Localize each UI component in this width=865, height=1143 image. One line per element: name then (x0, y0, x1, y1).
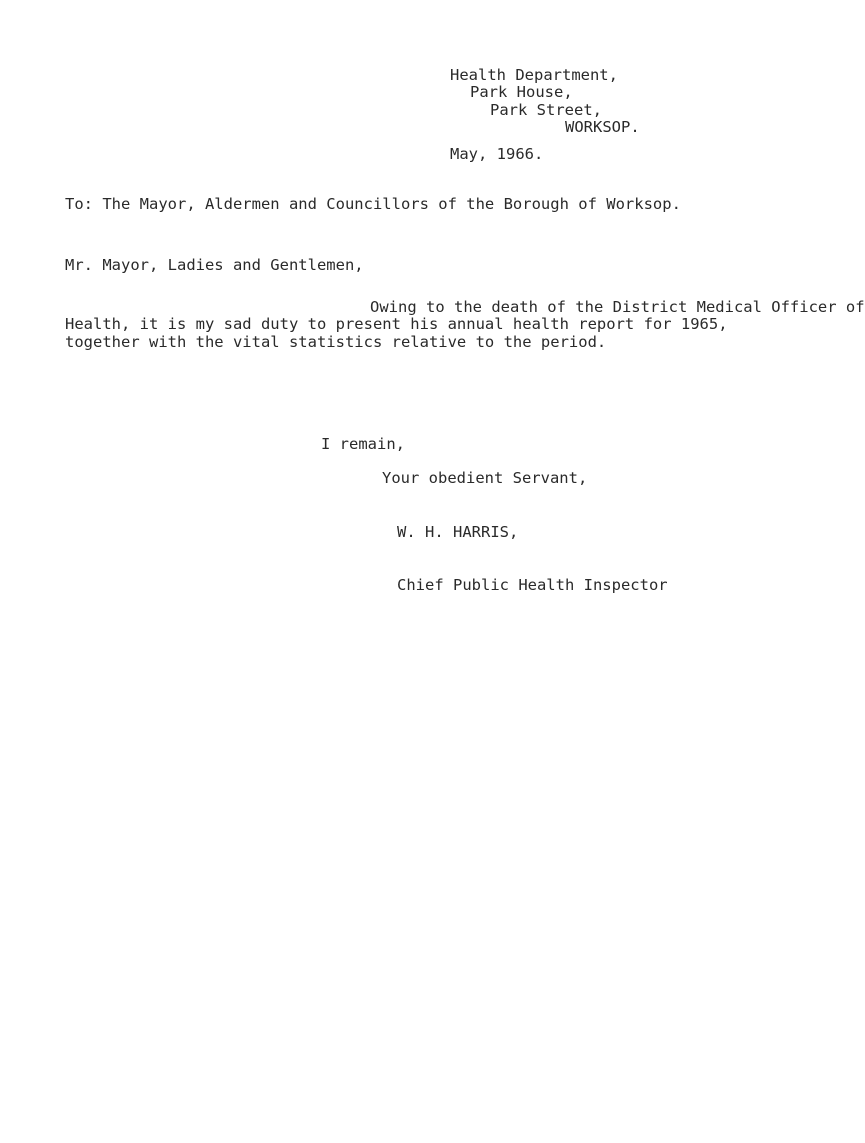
address-line-department: Health Department, (450, 66, 618, 84)
letter-date: May, 1966. (450, 145, 544, 163)
signatory-name: W. H. HARRIS, (397, 523, 519, 541)
recipient-line: To: The Mayor, Aldermen and Councillors of the Borough of Worksop. (65, 195, 681, 213)
closing-servant: Your obedient Servant, (382, 469, 588, 487)
body-line-3: together with the vital statistics relative to the period. (65, 333, 607, 351)
body-line-1: Owing to the death of the District Medical Officer of (370, 298, 865, 316)
closing-remain: I remain, (321, 435, 405, 453)
address-line-town: WORKSOP. (565, 118, 640, 136)
body-line-2: Health, it is my sad duty to present his annual health report for 1965, (65, 315, 728, 333)
signatory-title: Chief Public Health Inspector (397, 576, 668, 594)
salutation: Mr. Mayor, Ladies and Gentlemen, (65, 256, 364, 274)
address-line-building: Park House, (470, 83, 573, 101)
address-line-street: Park Street, (490, 101, 602, 119)
